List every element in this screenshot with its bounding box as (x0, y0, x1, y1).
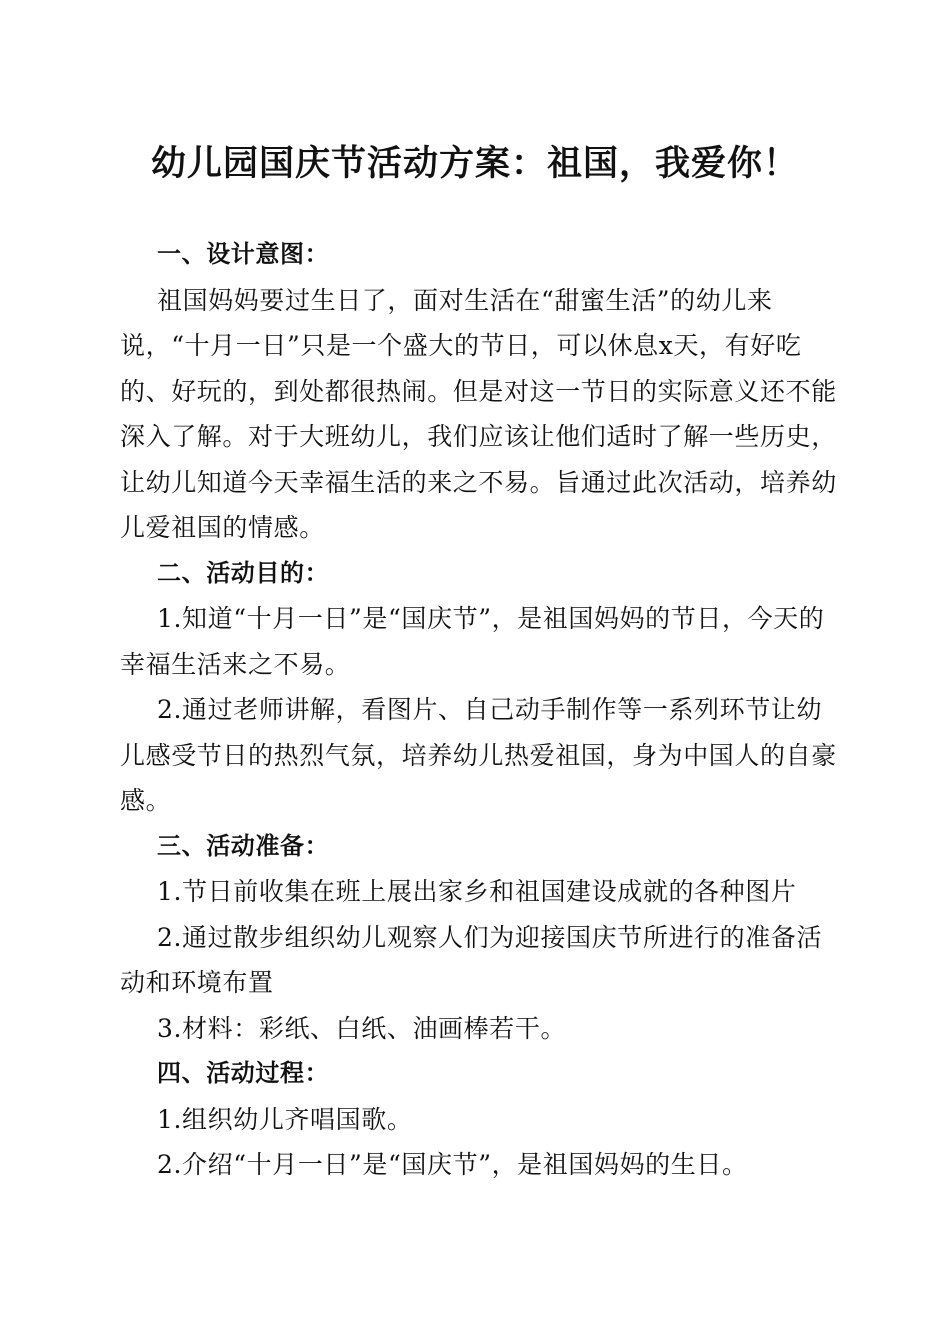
paragraph-goal-1: 1.知道“十月一日”是“国庆节”，是祖国妈妈的节日，今天的幸福生活来之不易。 (120, 604, 825, 679)
section-heading-activity-preparation: 三、活动准备： (157, 831, 330, 860)
section-heading-design-intent: 一、设计意图： (157, 240, 330, 268)
paragraph-process-2: 2.介绍“十月一日”是“国庆节”，是祖国妈妈的生日。 (157, 1150, 748, 1179)
paragraph-process-1: 1.组织幼儿齐唱国歌。 (157, 1104, 413, 1134)
section-heading-activity-goals: 二、活动目的： (157, 558, 330, 587)
paragraph-preparation-1: 1.节日前收集在班上展出家乡和祖国建设成就的各种图片 (157, 877, 797, 906)
document-title: 幼儿园国庆节活动方案：祖国，我爱你！ (150, 143, 799, 184)
paragraph-preparation-2: 2.通过散步组织幼儿观察人们为迎接国庆节所进行的准备活动和环境布置 (120, 922, 823, 997)
section-heading-activity-process: 四、活动过程： (157, 1059, 330, 1087)
paragraph-design-intent: 祖国妈妈要过生日了，面对生活在“甜蜜生活”的幼儿来说，“十月一日”只是一个盛大的节日，可以休息x天，有好吃的、好玩的，到处都很热闹。但是对这一节日的实际意义还不能深入了解。对于大班幼儿，我们应该让他们适时了解一些历史，让幼儿知道今天幸福生活的来之不易。旨通过此次活动，培养幼儿爱祖国的情感。 (120, 285, 837, 542)
paragraph-goal-2: 2.通过老师讲解，看图片、自己动手制作等一系列环节让幼儿感受节日的热烈气氛，培养幼儿热爱祖国，身为中国人的自豪感。 (120, 695, 837, 815)
paragraph-preparation-3: 3.材料：彩纸、白纸、油画棒若干。 (157, 1013, 567, 1043)
document-body (120, 232, 840, 1188)
